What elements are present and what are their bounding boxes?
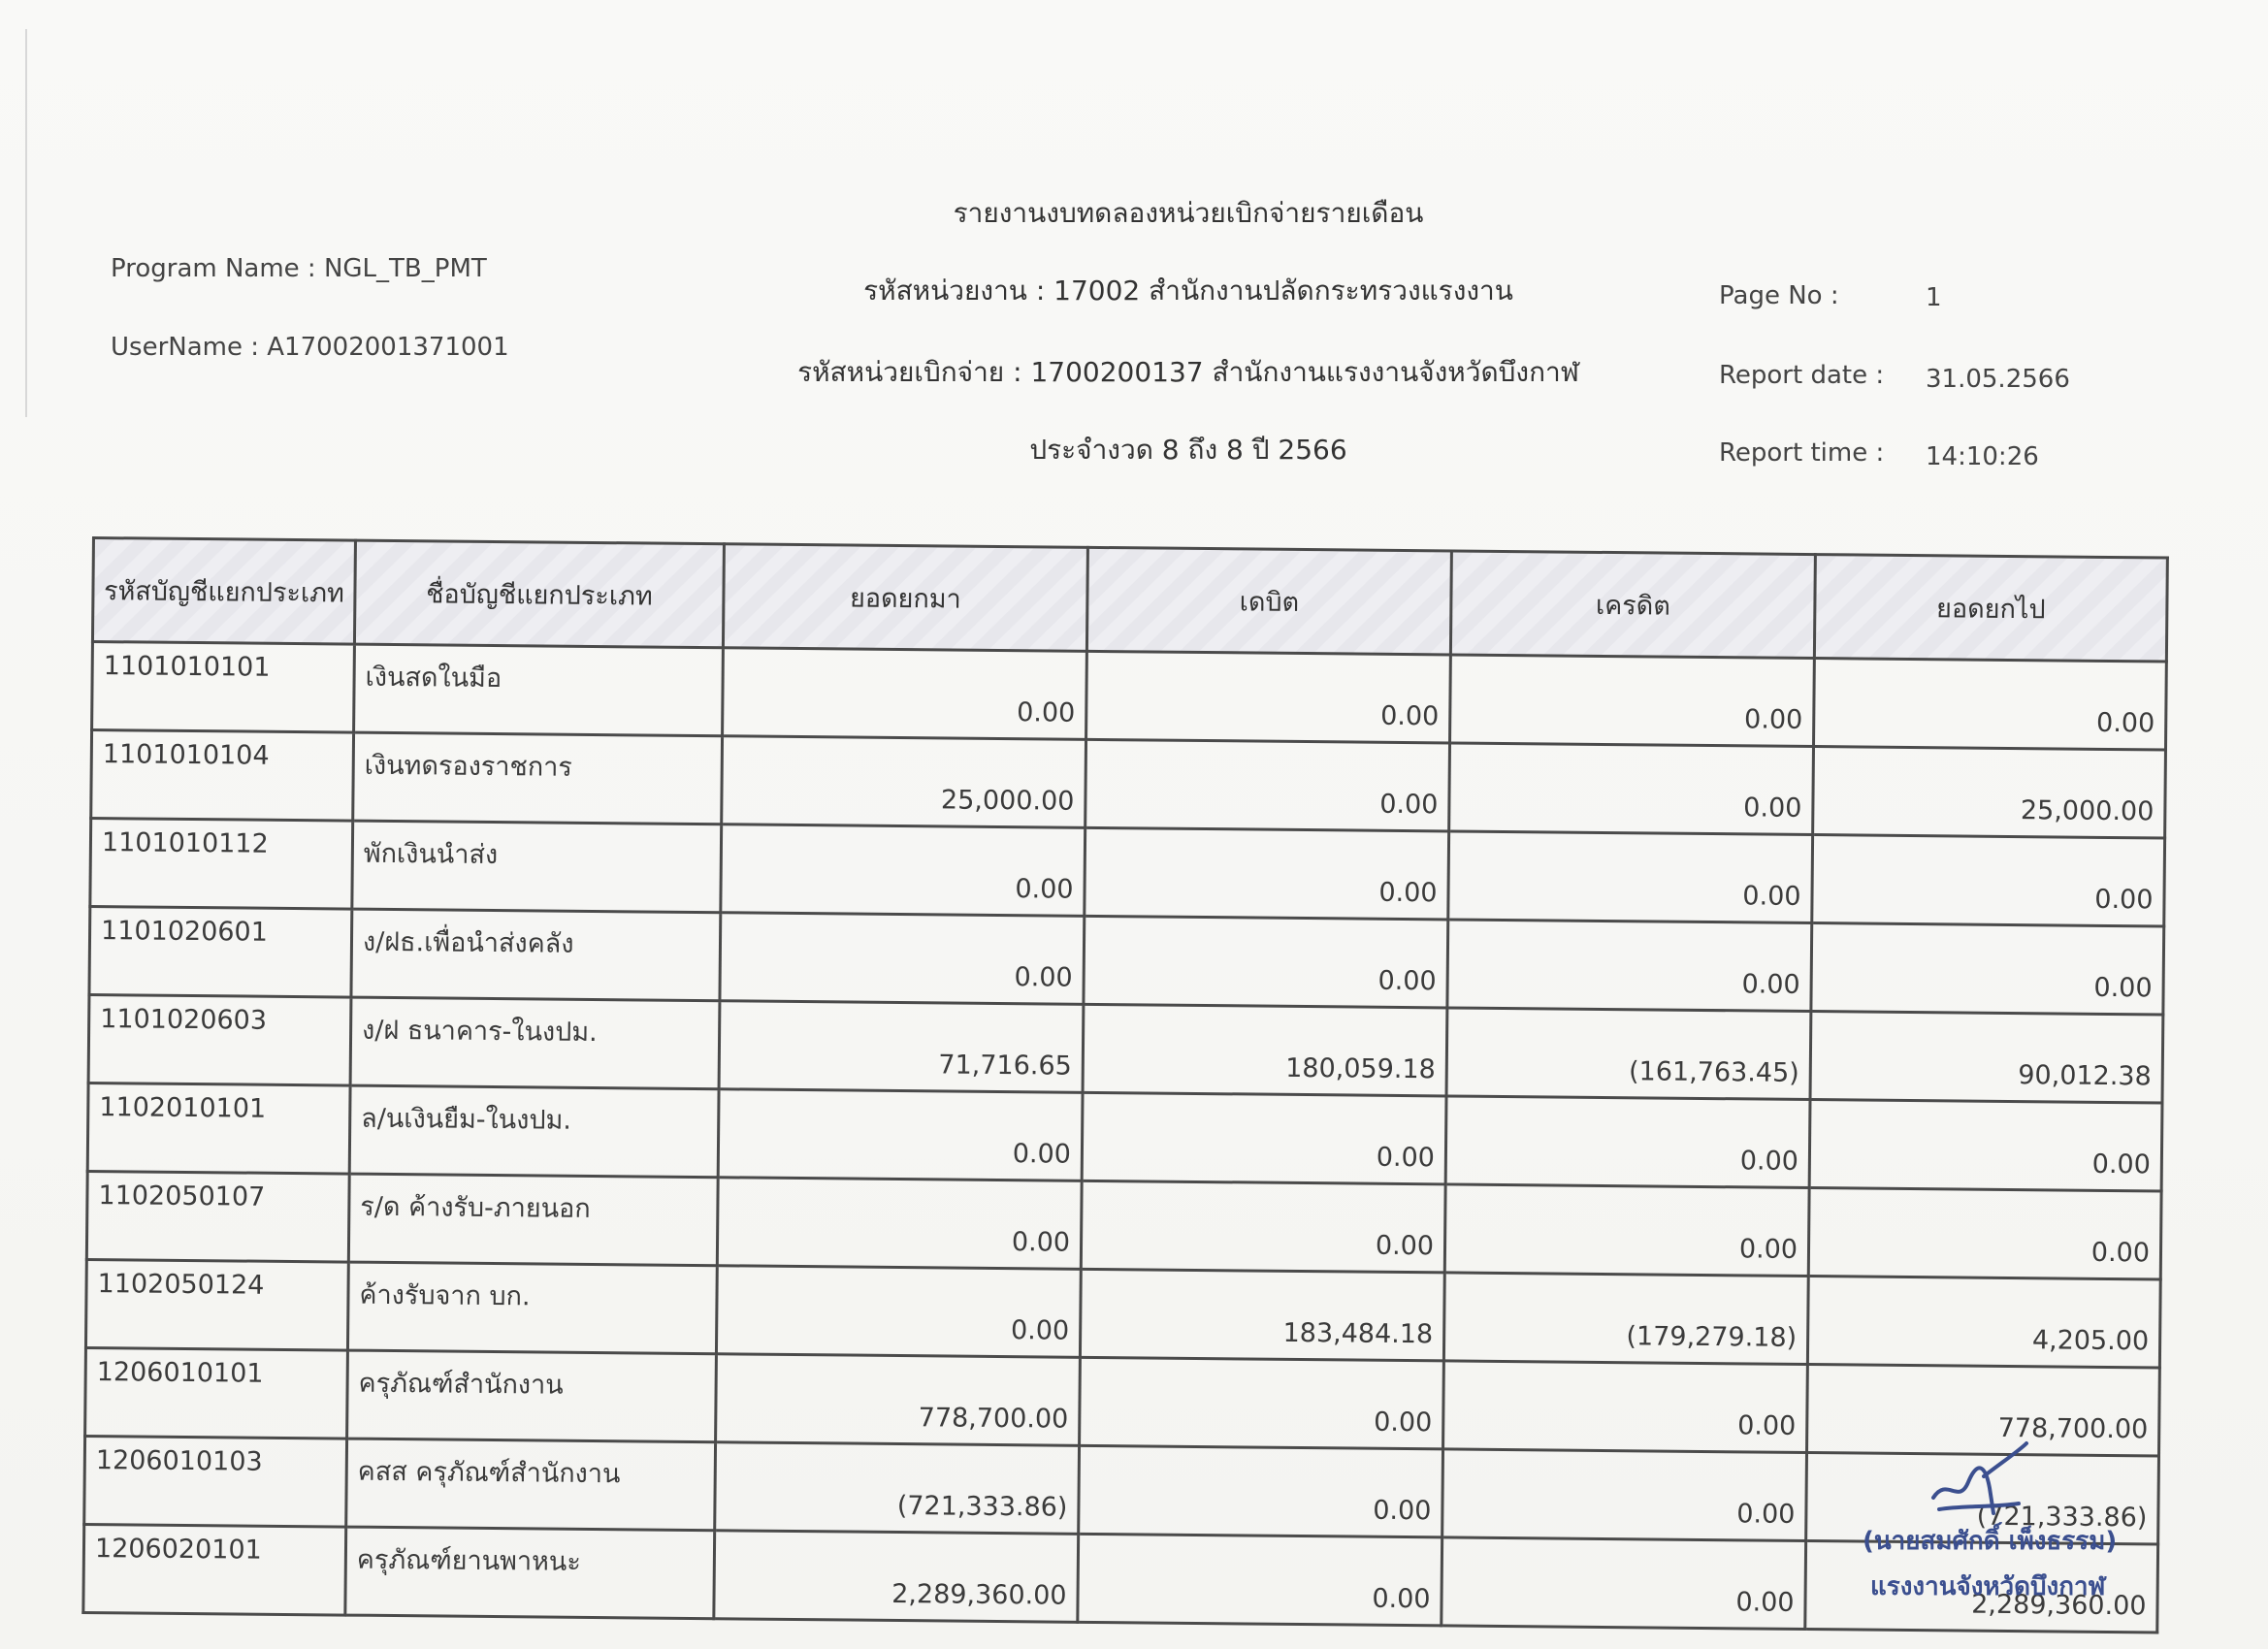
column-header-account-code: รหัสบัญชีแยกประเภท	[92, 538, 355, 645]
credit-cell: 0.00	[1447, 920, 1812, 1012]
closing-balance-cell: 0.00	[1808, 1188, 2161, 1279]
closing-balance-cell: 0.00	[1814, 659, 2167, 750]
account-code-cell: 1101020603	[88, 994, 351, 1085]
opening-balance-cell: 0.00	[717, 1178, 1082, 1270]
account-code-cell: 1206010101	[85, 1347, 348, 1439]
signatory-name: (นายสมศักดิ์ เพ็งธรรม)	[1863, 1527, 2118, 1556]
debit-cell: 0.00	[1084, 916, 1448, 1008]
credit-cell: 0.00	[1445, 1096, 1810, 1188]
closing-balance-cell: 4,205.00	[1807, 1277, 2160, 1368]
closing-balance-cell: 778,700.00	[1807, 1365, 2160, 1456]
account-name-cell: ง/ฝธ.เพื่อนำส่งคลัง	[351, 909, 721, 1001]
column-header-debit: เดบิต	[1086, 547, 1451, 655]
opening-balance-cell: 778,700.00	[716, 1354, 1081, 1446]
debit-cell: 0.00	[1082, 1092, 1446, 1184]
report-time-value: 14:10:26	[1926, 442, 2039, 471]
credit-cell: (161,763.45)	[1446, 1008, 1811, 1100]
page-no-label: Page No :	[1719, 281, 1839, 310]
closing-balance-cell: 2,289,360.00	[1805, 1541, 2158, 1633]
closing-balance-cell: 90,012.38	[1810, 1012, 2163, 1103]
column-header-opening-balance: ยอดยกมา	[723, 544, 1087, 652]
account-code-cell: 1102010101	[87, 1083, 350, 1174]
report-date-value: 31.05.2566	[1926, 365, 2070, 394]
closing-balance-cell: 25,000.00	[1813, 747, 2166, 838]
credit-cell: (179,279.18)	[1443, 1273, 1808, 1365]
user-name: UserName : A17002001371001	[111, 333, 509, 362]
credit-cell: 0.00	[1450, 655, 1815, 747]
debit-cell: 0.00	[1085, 739, 1450, 831]
opening-balance-cell: 0.00	[721, 824, 1085, 917]
report-time-label: Report time :	[1719, 438, 1885, 468]
scan-edge-line	[25, 29, 27, 417]
opening-balance-cell: 71,716.65	[719, 1001, 1084, 1093]
table-row	[83, 1524, 2158, 1633]
account-name-cell: ร/ด ค้างรับ-ภายนอก	[348, 1174, 718, 1266]
debit-cell: 0.00	[1086, 651, 1451, 743]
debit-cell: 0.00	[1080, 1357, 1444, 1449]
opening-balance-cell: 0.00	[716, 1266, 1081, 1358]
opening-balance-cell: 0.00	[723, 648, 1087, 740]
period-line: ประจำงวด 8 ถึง 8 ปี 2566	[1029, 434, 1347, 466]
credit-cell: 0.00	[1448, 831, 1813, 923]
debit-cell: 0.00	[1085, 827, 1449, 920]
opening-balance-cell: 0.00	[718, 1089, 1083, 1181]
credit-cell: 0.00	[1449, 743, 1814, 835]
opening-balance-cell: (721,333.86)	[715, 1442, 1080, 1535]
closing-balance-cell: 0.00	[1811, 923, 2164, 1015]
closing-balance-cell: 0.00	[1812, 835, 2165, 926]
credit-cell: 0.00	[1443, 1361, 1808, 1453]
column-header-credit: เครดิต	[1450, 551, 1815, 659]
account-code-cell: 1101010112	[90, 819, 353, 910]
page-no-value: 1	[1926, 283, 1942, 312]
opening-balance-cell: 25,000.00	[722, 736, 1086, 828]
program-name: Program Name : NGL_TB_PMT	[111, 254, 487, 283]
signatory-office: แรงงานจังหวัดบึงกาฬ	[1870, 1572, 2106, 1601]
disbursing-unit-line: รหัสหน่วยเบิกจ่าย : 1700200137 สำนักงานแรงงานจังหวัดบึงกาฬ	[797, 356, 1579, 388]
credit-cell: 0.00	[1442, 1537, 1806, 1630]
account-code-cell: 1102050107	[86, 1171, 349, 1262]
handwritten-signature	[1926, 1438, 2032, 1525]
trial-balance-table-wrapper	[81, 536, 2169, 1634]
account-code-cell: 1101020601	[89, 906, 352, 997]
account-name-cell: ง/ฝ ธนาคาร-ในงปม.	[350, 997, 720, 1089]
account-name-cell: ครุภัณฑ์ยานพาหนะ	[345, 1527, 715, 1619]
account-code-cell: 1101010104	[91, 730, 354, 822]
account-code-cell: 1102050124	[85, 1259, 348, 1350]
debit-cell: 183,484.18	[1080, 1269, 1444, 1361]
debit-cell: 0.00	[1081, 1180, 1445, 1273]
opening-balance-cell: 0.00	[720, 913, 1085, 1005]
account-name-cell: พักเงินนำส่ง	[352, 821, 722, 913]
debit-cell: 0.00	[1078, 1534, 1442, 1626]
account-name-cell: เงินทดรองราชการ	[353, 732, 723, 824]
debit-cell: 180,059.18	[1083, 1004, 1447, 1096]
account-code-cell: 1206020101	[83, 1524, 346, 1615]
table-header-row	[92, 538, 2167, 663]
agency-line: รหัสหน่วยงาน : 17002 สำนักงานปลัดกระทรวงแรงงาน	[863, 275, 1513, 307]
closing-balance-cell: (721,333.86)	[1806, 1453, 2159, 1544]
credit-cell: 0.00	[1442, 1449, 1807, 1541]
opening-balance-cell: 2,289,360.00	[714, 1531, 1079, 1623]
debit-cell: 0.00	[1079, 1445, 1443, 1537]
report-date-label: Report date :	[1719, 361, 1885, 390]
account-name-cell: คสส ครุภัณฑ์สำนักงาน	[346, 1439, 716, 1531]
account-name-cell: ครุภัณฑ์สำนักงาน	[347, 1350, 717, 1442]
account-name-cell: เงินสดในมือ	[354, 644, 724, 736]
account-code-cell: 1101010101	[92, 642, 355, 733]
credit-cell: 0.00	[1444, 1184, 1809, 1277]
report-title: รายงานงบทดลองหน่วยเบิกจ่ายรายเดือน	[953, 197, 1424, 229]
trial-balance-table	[81, 536, 2169, 1634]
column-header-account-name: ชื่อบัญชีแยกประเภท	[354, 540, 724, 648]
account-name-cell: ล/นเงินยืม-ในงปม.	[349, 1085, 719, 1178]
column-header-closing-balance: ยอดยกไป	[1814, 555, 2167, 662]
closing-balance-cell: 0.00	[1809, 1100, 2162, 1191]
account-name-cell: ค้างรับจาก บก.	[347, 1262, 717, 1354]
account-code-cell: 1206010103	[84, 1436, 347, 1527]
